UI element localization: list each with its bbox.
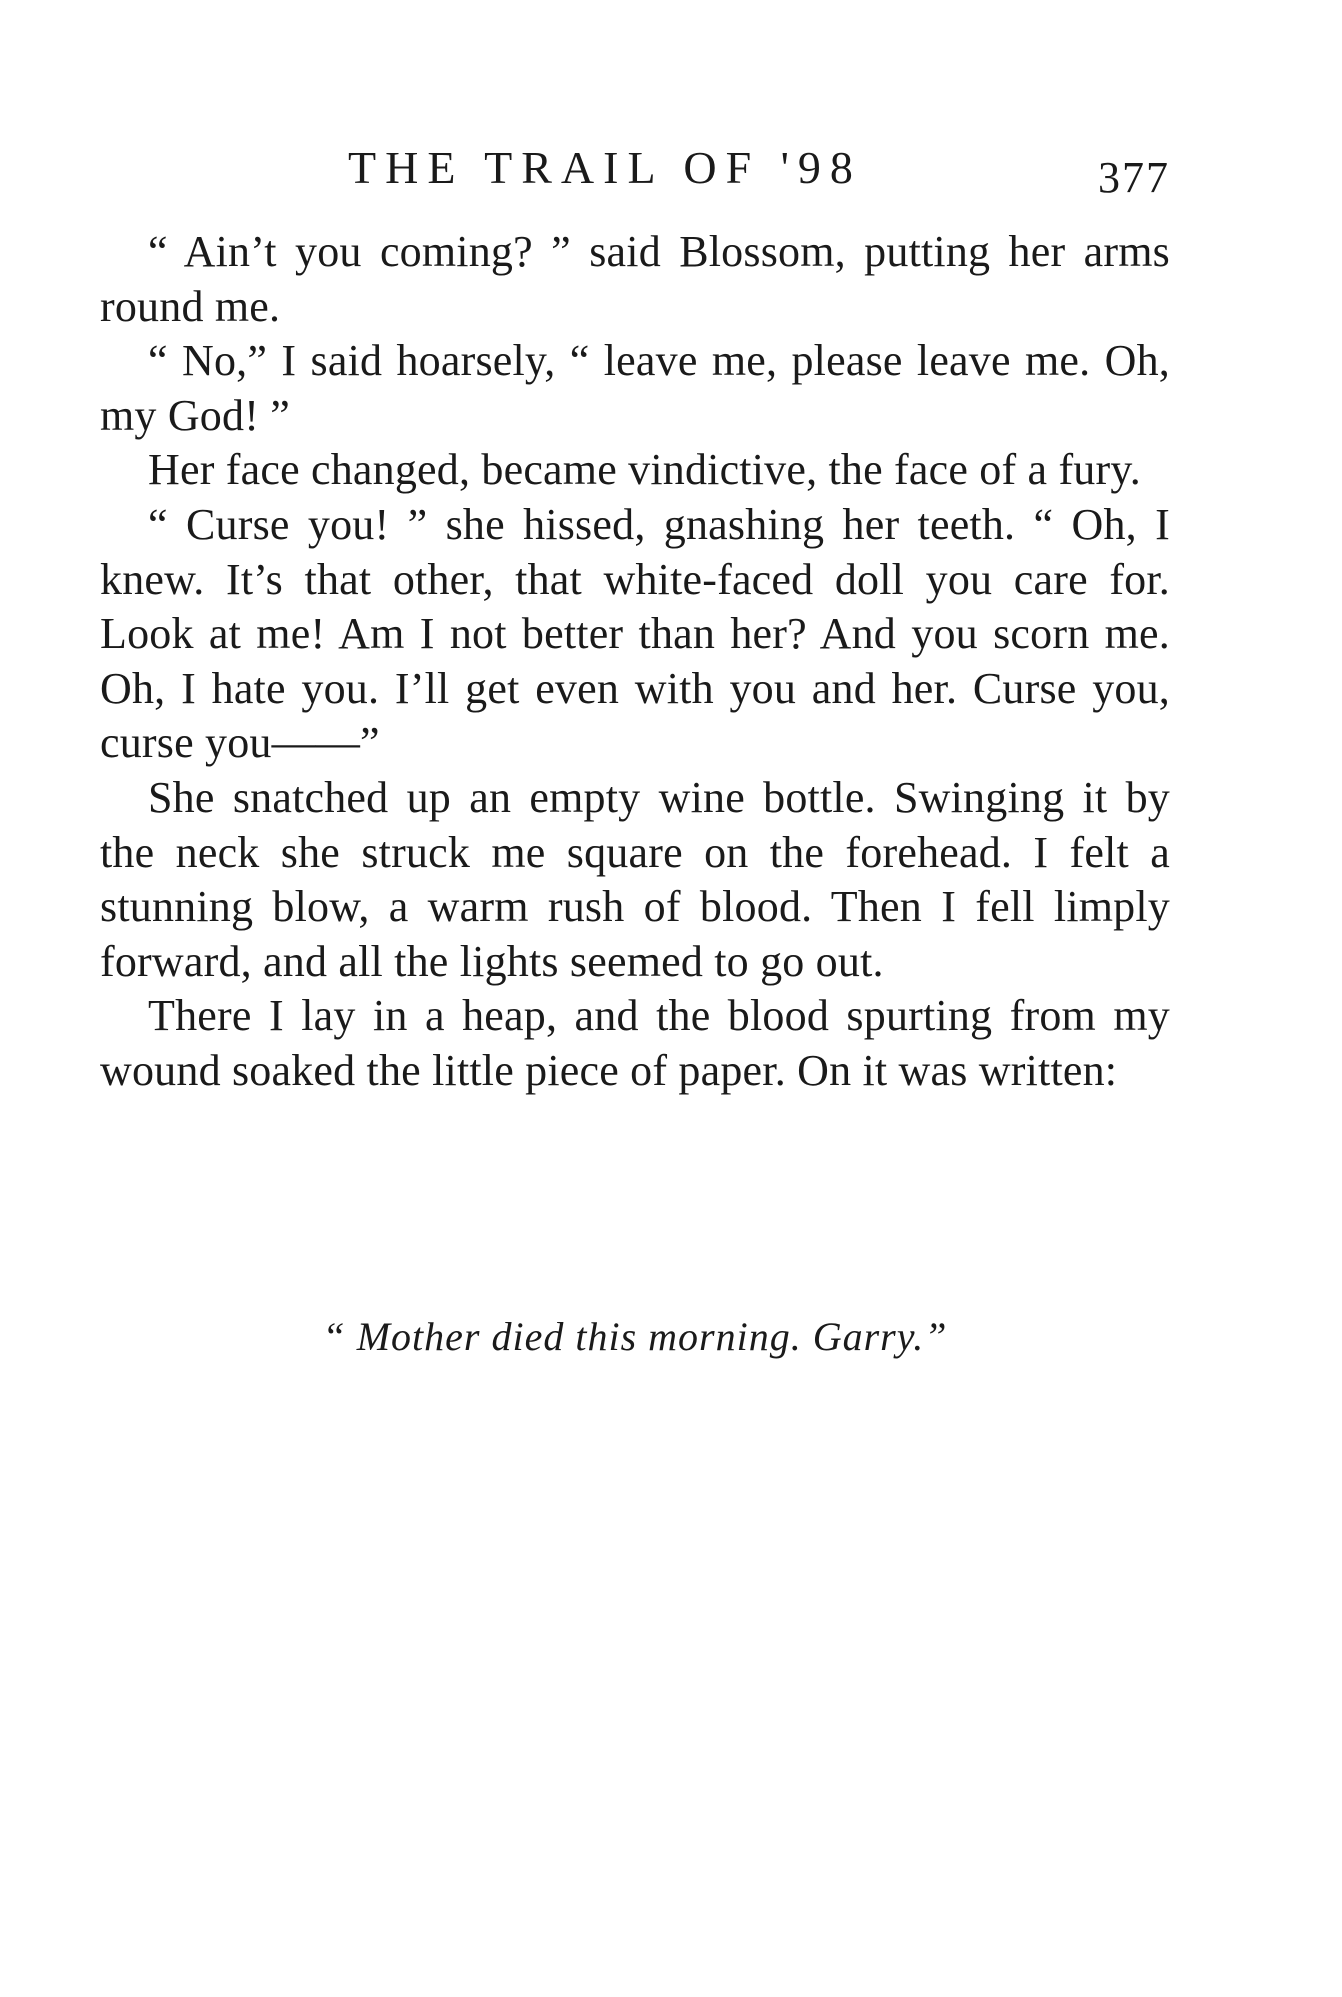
paragraph: “ No,” I said hoarsely, “ leave me, please leave me. Oh, my God! ” xyxy=(100,336,1170,440)
paragraph: She snatched up an empty wine bottle. Swinging it by the neck she struck me square on the forehead. I felt a stunning blow, a warm rush of blood. Then I fell limply forward, and all the lights seemed to go out. xyxy=(100,772,1170,986)
page-header xyxy=(100,140,1170,200)
paragraph: “ Ain’t you coming? ” said Blossom, putting her arms round me. xyxy=(100,227,1170,331)
page-number: 377 xyxy=(1098,153,1170,202)
running-head: THE TRAIL OF '98 xyxy=(348,142,862,193)
written-note: “ Mother died this morning. Garry.” xyxy=(322,1314,948,1359)
paragraph: There I lay in a heap, and the blood spurting from my wound soaked the little piece of paper. On it was written: xyxy=(100,991,1170,1095)
paragraph: “ Curse you! ” she hissed, gnashing her teeth. “ Oh, I knew. It’s that other, that white-faced doll you care for. Look at me! Am I not better than her? And you scorn me. Oh, I hate you. I’ll get even with you and her. Curse you, curse you——” xyxy=(100,499,1170,768)
body-text xyxy=(100,225,1170,1099)
paragraph: Her face changed, became vindictive, the face of a fury. xyxy=(148,445,1141,495)
